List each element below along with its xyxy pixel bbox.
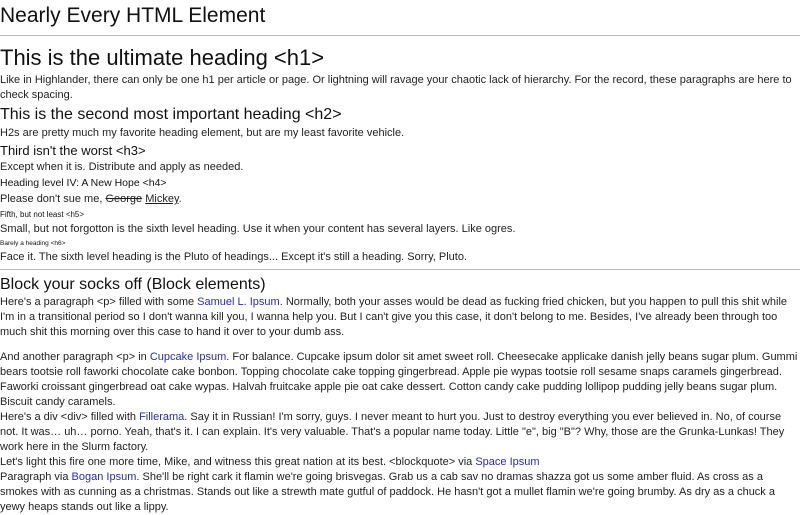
heading-h2: This is the second most important heading <h2> xyxy=(0,106,342,123)
block-section-heading: Block your socks off (Block elements) xyxy=(0,276,266,293)
heading-h1: This is the ultimate heading <h1> xyxy=(0,45,325,70)
page xyxy=(0,3,800,515)
paragraph-text: . She'll be right cark it flamin we're going brisvegas. Grab us a cab sav no dramas shazza got us some amber fluid. As cross as a smokes with as cunning as a christmas. Stands out like a strewth mate gutful of paddock. He hasn't got a mullet flamin we're going brumby. As dry as a chuck a yewy heaps stands out like a lippy. xyxy=(0,471,775,513)
cupcake-ipsum-link[interactable]: Cupcake Ipsum xyxy=(149,351,227,363)
h2-paragraph: H2s are pretty much my favorite heading element, but are my least favorite vehicle. xyxy=(0,127,405,139)
paragraph-text: . For balance. Cupcake ipsum dolor sit amet sweet roll. Cheesecake applicake danish jelly beans sugar plum. Gummi bears tootsie roll faworki chocolate cake bonbon. Topping chocolate cake topping gingerbread. Apple pie wypas tootsie roll sesame snaps caramels gingerbread. Faworki croissant gingerbread oat cake wypas. Halvah fruitcake apple pie oat cake dessert. Cotton candy cake pudding lollipop pudding jelly beans sugar plum. Biscuit candy caramels. xyxy=(0,351,798,408)
headings-section xyxy=(0,44,800,265)
struck-name: George xyxy=(105,193,143,205)
bogan-ipsum-link[interactable]: Bogan Ipsum xyxy=(71,471,137,483)
blockquote-intro-text: Let's light this fire one more time, Mike, and witness this great nation at its best. <blockquote> via xyxy=(0,456,476,468)
h4-text-after: . xyxy=(178,193,182,205)
horizontal-rule xyxy=(0,269,800,270)
paragraph-text: And another paragraph <p> in xyxy=(0,351,150,363)
blockquote-intro xyxy=(0,455,800,470)
samuel-ipsum-link[interactable]: Samuel L. Ipsum xyxy=(197,296,280,308)
horizontal-rule xyxy=(0,35,800,36)
space-ipsum-link[interactable]: Space Ipsum xyxy=(475,456,540,468)
inserted-name: Mickey xyxy=(145,193,179,205)
block-elements-section xyxy=(0,275,800,515)
div-text: Here's a div <div> filled with xyxy=(0,411,140,423)
heading-h6: Barely a heading <h6> xyxy=(0,240,66,247)
h4-text-before: Please don't sue me, xyxy=(0,193,106,205)
h4-paragraph xyxy=(0,192,800,207)
h5-paragraph: Small, but not forgotton is the sixth level heading. Use it when your content has several layers. Like ogres. xyxy=(0,223,516,235)
heading-h4: Heading level IV: A New Hope <h4> xyxy=(0,177,167,189)
paragraph-text: . Normally, both your asses would be dead as fucking fried chicken, but you happen to pull this shit while I'm in a transitional period so I don't wanna kill you, I wanna help you. But I can't give you this case, it don't belong to me. Besides, I've already been through too much shit this morning over this case to hand it over to your dumb ass. xyxy=(0,296,788,338)
div-text: . Say it in Russian! I'm sorry, guys. I never meant to hurt you. Just to destroy everything you ever believed in. No, of course not. It was… uh… porno. Yeah, that's it. I can explain. It's very valuable. That's a popular name today. Little "e", big "B"? Why, those are the Grunka-Lunkas! They work here in the Slurm factory. xyxy=(0,411,785,453)
site-title: Nearly Every HTML Element xyxy=(0,4,266,27)
heading-h5: Fifth, but not least <h5> xyxy=(0,210,85,219)
cupcake-paragraph xyxy=(0,350,800,410)
h6-paragraph: Face it. The sixth level heading is the Pluto of headings... Except it's still a heading. Sorry, Pluto. xyxy=(0,251,468,263)
samuel-paragraph xyxy=(0,295,800,340)
fillerama-link[interactable]: Fillerama xyxy=(139,411,185,423)
paragraph-text: Here's a paragraph <p> filled with some xyxy=(0,296,198,308)
paragraph-text: Paragraph via xyxy=(0,471,72,483)
h1-paragraph: Like in Highlander, there can only be one h1 per article or page. Or lightning will ravage your chaotic lack of hierarchy. For the record, these paragraphs are here to check spacing. xyxy=(0,74,792,101)
h3-paragraph: Except when it is. Distribute and apply as needed. xyxy=(0,161,244,173)
fillerama-div xyxy=(0,410,800,455)
bogan-paragraph xyxy=(0,470,800,515)
heading-h3: Third isn't the worst <h3> xyxy=(0,143,146,158)
